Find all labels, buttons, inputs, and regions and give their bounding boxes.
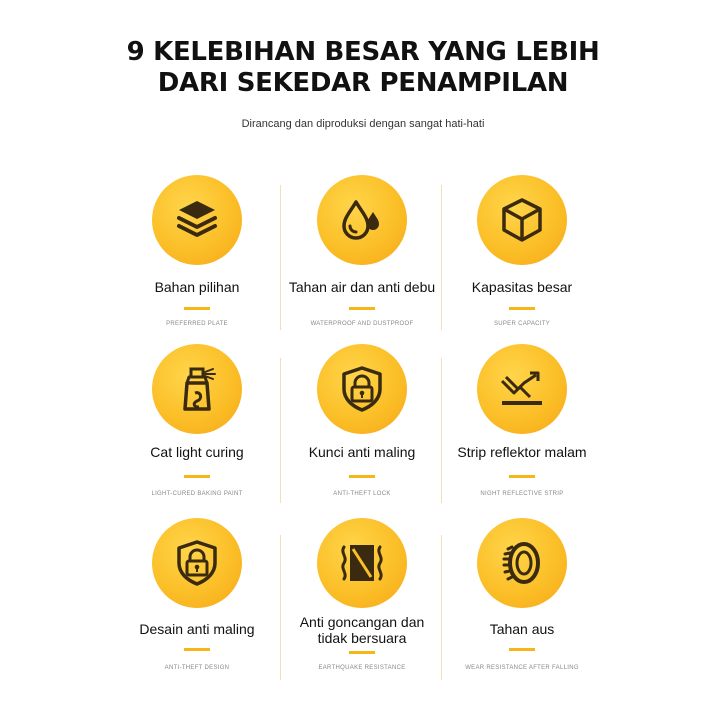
spray-bottle-icon	[169, 361, 225, 417]
feature-circle	[317, 518, 407, 608]
feature-circle	[152, 344, 242, 434]
shield-lock-icon	[169, 535, 225, 591]
feature-circle	[317, 175, 407, 265]
water-drops-icon	[334, 192, 390, 248]
layers-icon	[169, 192, 225, 248]
accent-bar	[184, 648, 210, 651]
divider	[280, 535, 281, 680]
feature-sublabel: SUPER CAPACITY	[493, 321, 551, 327]
accent-bar	[349, 651, 375, 654]
shield-lock-icon	[334, 361, 390, 417]
reflect-arrows-icon	[494, 361, 550, 417]
divider	[441, 535, 442, 680]
feature-label: Anti goncangan dan tidak bersuara	[299, 614, 425, 646]
divider	[441, 358, 442, 503]
feature-circle	[317, 344, 407, 434]
feature-circle	[152, 175, 242, 265]
page-subtitle: Dirancang dan diproduksi dengan sangat hati-hati	[241, 118, 485, 130]
shock-absorb-icon	[334, 535, 390, 591]
divider	[441, 185, 442, 330]
accent-bar	[184, 475, 210, 478]
feature-label: Kapasitas besar	[471, 279, 573, 295]
feature-label: Tahan aus	[489, 621, 555, 637]
feature-circle	[152, 518, 242, 608]
accent-bar	[184, 307, 210, 310]
feature-label: Tahan air dan anti debu	[288, 279, 436, 295]
feature-sublabel: WEAR RESISTANCE AFTER FALLING	[465, 665, 579, 671]
feature-sublabel: WATERPROOF AND DUSTPROOF	[310, 321, 414, 327]
feature-circle	[477, 175, 567, 265]
accent-bar	[349, 475, 375, 478]
feature-sublabel: LIGHT-CURED BAKING PAINT	[151, 491, 243, 497]
page-title-line-1: 9 KELEBIHAN BESAR YANG LEBIH	[126, 37, 600, 67]
page-title-line-2: DARI SEKEDAR PENAMPILAN	[157, 68, 569, 98]
accent-bar	[509, 307, 535, 310]
divider	[280, 185, 281, 330]
feature-sublabel: ANTI-THEFT DESIGN	[164, 665, 230, 671]
feature-sublabel: EARTHQUAKE RESISTANCE	[318, 665, 406, 671]
divider	[280, 358, 281, 503]
feature-circle	[477, 518, 567, 608]
accent-bar	[509, 475, 535, 478]
feature-sublabel: ANTI-THEFT LOCK	[333, 491, 391, 497]
tire-icon	[494, 535, 550, 591]
feature-label: Kunci anti maling	[308, 444, 416, 460]
feature-sublabel: PREFERRED PLATE	[166, 321, 228, 327]
feature-label: Desain anti maling	[139, 621, 255, 637]
feature-sublabel: NIGHT REFLECTIVE STRIP	[480, 491, 564, 497]
cube-icon	[494, 192, 550, 248]
accent-bar	[509, 648, 535, 651]
accent-bar	[349, 307, 375, 310]
feature-circle	[477, 344, 567, 434]
feature-label: Bahan pilihan	[154, 279, 240, 295]
feature-label: Strip reflektor malam	[457, 444, 587, 460]
feature-label: Cat light curing	[150, 444, 244, 460]
